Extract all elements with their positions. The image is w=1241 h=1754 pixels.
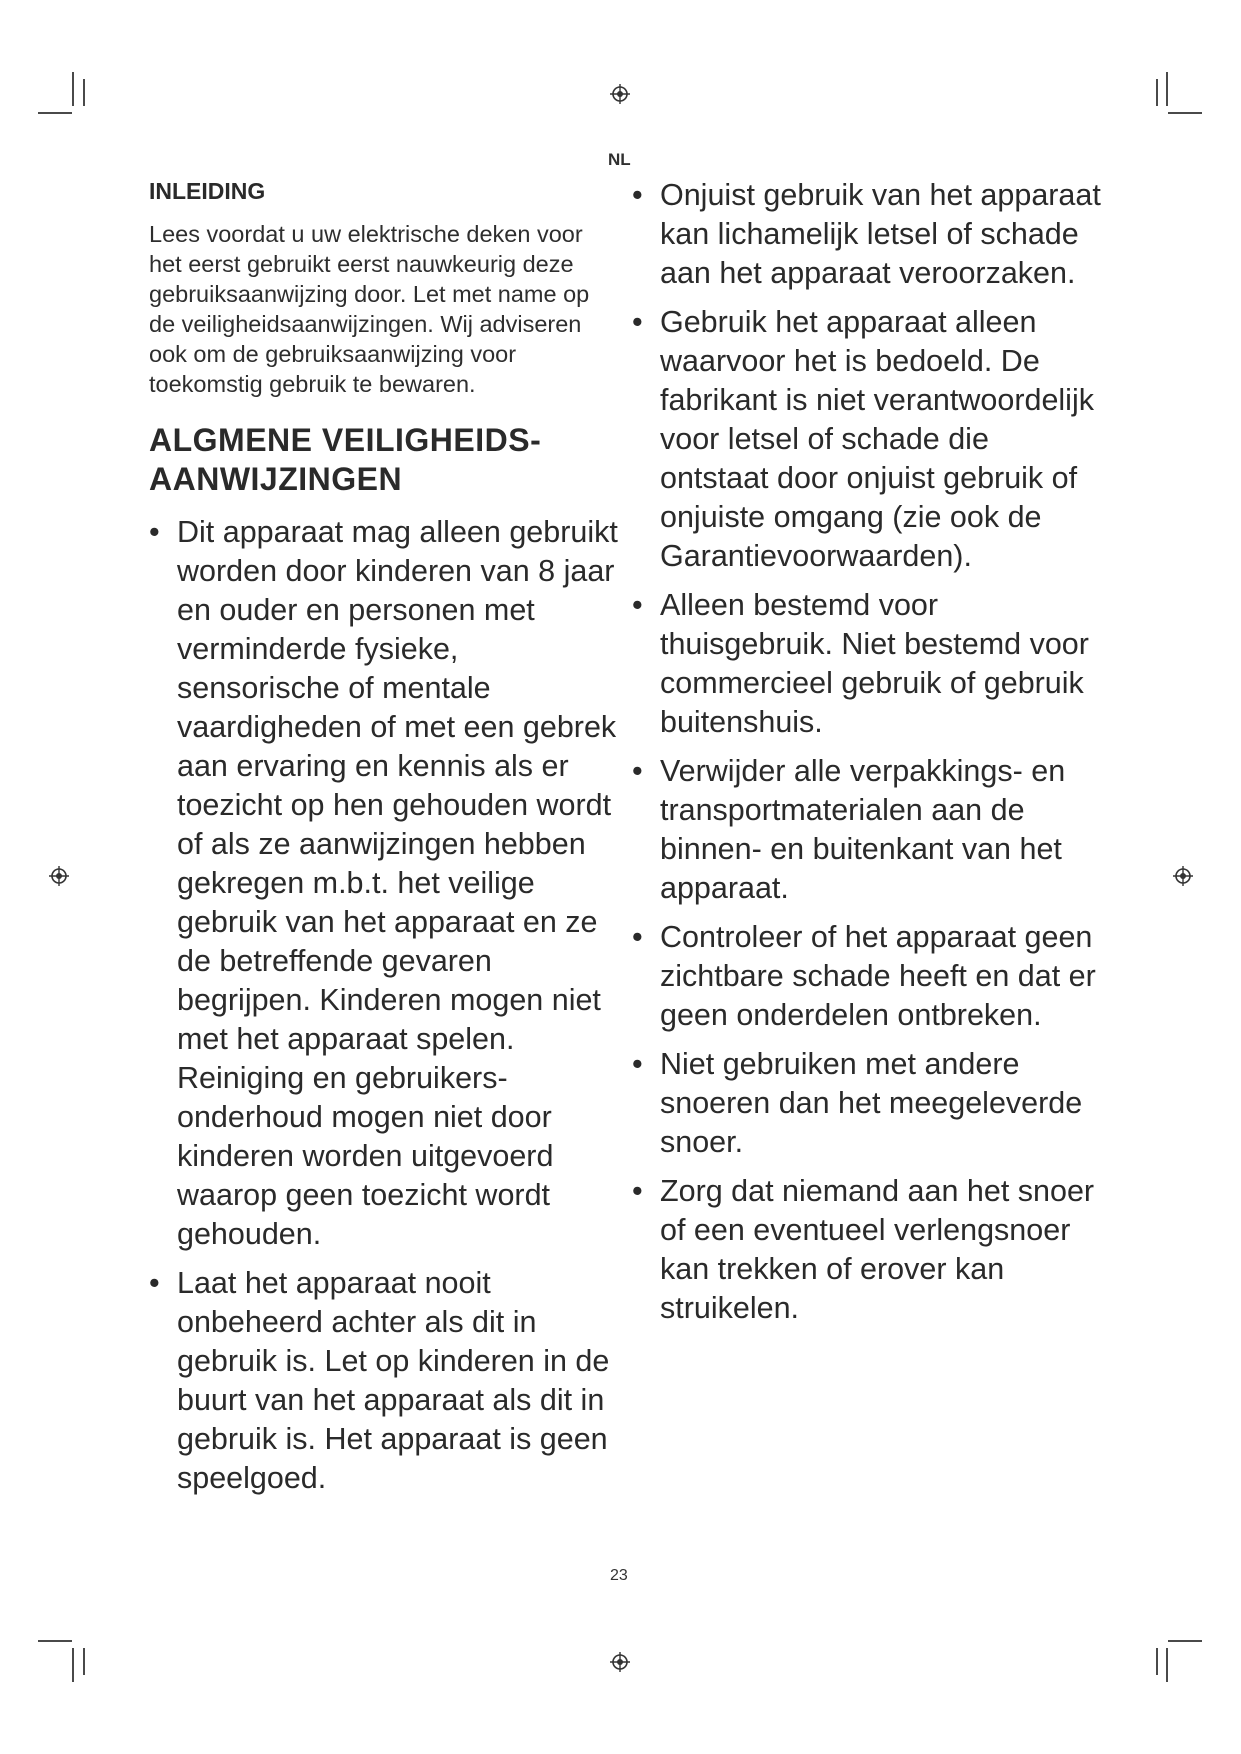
bullet-icon: • <box>632 1174 643 1208</box>
list-item <box>632 586 1102 742</box>
bullet-icon: • <box>632 305 643 339</box>
language-code: NL <box>608 150 631 169</box>
page-number: 23 <box>610 1567 628 1584</box>
registration-mark-bottom-icon <box>609 1651 631 1673</box>
list-item-text: Niet gebruiken met andere snoeren dan het meegeleverde snoer. <box>660 1047 1083 1159</box>
list-item <box>149 513 619 1254</box>
list-item-text: Gebruik het apparaat alleen waarvoor het is bedoeld. De fabrikant is niet verantwoordelijk voor letsel of schade die ontstaat door onjuist gebruik of onjuiste omgang (zie ook de Garantievoorwaarden). <box>660 305 1094 573</box>
bullet-icon: • <box>632 754 643 788</box>
list-item <box>149 1264 619 1498</box>
list-item <box>632 918 1102 1035</box>
list-item <box>632 303 1102 576</box>
intro-heading: INLEIDING <box>149 178 266 204</box>
list-item <box>632 176 1102 293</box>
bullet-icon: • <box>632 920 643 954</box>
bullet-icon: • <box>149 1266 160 1300</box>
right-bullet-list <box>632 176 1102 1328</box>
intro-text: Lees voordat u uw elektrische deken voor het eerst gebruikt eerst nauwkeurig deze gebruiksaanwijzing door. Let met name op de veiligheidsaanwijzingen. Wij adviseren ook om de gebruiksaanwijzing voor toekomstig gebruik te bewaren. <box>149 221 590 397</box>
list-item <box>632 1172 1102 1328</box>
list-item-text: Verwijder alle verpakkings- en transportmaterialen aan de binnen- en buitenkant van het apparaat. <box>660 754 1066 905</box>
bullet-icon: • <box>632 178 643 212</box>
list-item-text: Zorg dat niemand aan het snoer of een eventueel verlengsnoer kan trekken of erover kan struikelen. <box>660 1174 1095 1325</box>
left-bullet-list <box>149 513 619 1498</box>
safety-section-heading: ALGMENE VEILIGHEIDS-AANWIJZINGEN <box>149 422 542 497</box>
list-item-text: Dit apparaat mag alleen gebruikt worden door kinderen van 8 jaar en ouder en personen met verminderde fysieke, sensorische of mentale vaardigheden of met een gebrek aan ervaring en kennis als er toezicht op hen gehouden wordt of als ze aanwijzingen hebben gekregen m.b.t. het veilige gebruik van het apparaat en ze de betreffende gevaren begrijpen. Kinderen mogen niet met het apparaat spelen. Reiniging en gebruikers-onderhoud mogen niet door kinderen worden uitgevoerd waarop geen toezicht wordt gehouden. <box>177 515 618 1251</box>
list-item-text: Alleen bestemd voor thuisgebruik. Niet bestemd voor commercieel gebruik of gebruik buitenshuis. <box>660 588 1089 739</box>
list-item <box>632 1045 1102 1162</box>
registration-mark-left-icon <box>48 865 70 887</box>
list-item-text: Onjuist gebruik van het apparaat kan lichamelijk letsel of schade aan het apparaat veroorzaken. <box>660 178 1101 290</box>
right-column <box>632 176 1102 1338</box>
registration-mark-right-icon <box>1172 865 1194 887</box>
bullet-icon: • <box>632 588 643 622</box>
list-item-text: Controleer of het apparaat geen zichtbare schade heeft en dat er geen onderdelen ontbreken. <box>660 920 1096 1032</box>
registration-mark-top-icon <box>609 83 631 105</box>
bullet-icon: • <box>149 515 160 549</box>
list-item-text: Laat het apparaat nooit onbeheerd achter als dit in gebruik is. Let op kinderen in de buurt van het apparaat als dit in gebruik is. Het apparaat is geen speelgoed. <box>177 1266 610 1495</box>
list-item <box>632 752 1102 908</box>
left-column <box>149 178 619 1508</box>
bullet-icon: • <box>632 1047 643 1081</box>
